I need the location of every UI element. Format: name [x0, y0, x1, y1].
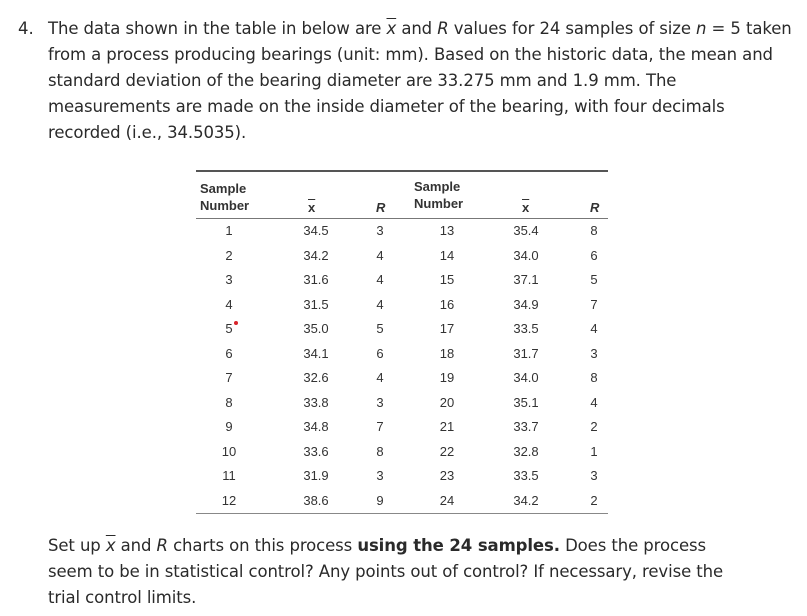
table-row — [196, 268, 608, 293]
xbar-cell: 31.7 — [513, 345, 539, 361]
table-row — [196, 366, 608, 391]
range-cell: 4 — [376, 370, 384, 385]
xbar-cell: 34.9 — [513, 296, 539, 312]
table-body — [196, 219, 608, 513]
xbar-cell: 33.8 — [303, 394, 329, 410]
data-table — [196, 170, 608, 514]
followup-line-2: seem to be in statistical control? Any points out of control? If necessary, revise the — [48, 562, 724, 581]
xbar-cell: 38.6 — [303, 492, 329, 508]
xbar-cell: 37.1 — [513, 272, 539, 287]
range-cell: 3 — [590, 345, 598, 361]
range-cell: 4 — [376, 272, 384, 287]
xbar-cell: 33.7 — [513, 419, 539, 434]
xbar-cell: 34.0 — [513, 370, 539, 385]
red-marker-dot — [234, 321, 238, 325]
sample-number-cell: 18 — [439, 345, 455, 361]
range-cell: 8 — [376, 443, 384, 459]
n-symbol: n — [696, 19, 707, 38]
range-cell: 5 — [376, 321, 384, 336]
table-row — [196, 415, 608, 440]
r-symbol: R — [437, 19, 449, 38]
header-xbar-1: $\overline{x}$ — [308, 200, 316, 215]
range-cell: 2 — [590, 419, 598, 434]
sample-number-cell: 13 — [439, 223, 455, 238]
xbar-symbol: $\overline{x}$ — [386, 19, 397, 38]
range-cell: 7 — [590, 296, 598, 312]
sample-number-cell: 22 — [439, 443, 455, 459]
xbar-cell: 31.9 — [303, 468, 329, 483]
table-header — [196, 172, 608, 218]
xbar-cell: 34.8 — [303, 419, 329, 434]
xbar-symbol: $\overline{x}$ — [105, 536, 116, 555]
xbar-cell: 33.5 — [513, 468, 539, 483]
sample-number-cell: 4 — [225, 296, 233, 312]
xbar-cell: 32.6 — [303, 370, 329, 385]
sample-number-cell: 7 — [225, 370, 233, 385]
table-row — [196, 342, 608, 367]
r-symbol: R — [156, 536, 168, 555]
range-cell: 4 — [376, 296, 384, 312]
header-r-2: R — [590, 200, 600, 215]
xbar-cell: 34.5 — [303, 223, 329, 238]
sample-number-cell: 11 — [222, 468, 236, 483]
table-row — [196, 244, 608, 269]
range-cell: 8 — [590, 370, 598, 385]
question-number: 4. — [18, 19, 34, 38]
table-row — [196, 464, 608, 489]
xbar-cell: 31.6 — [303, 272, 329, 287]
sample-number-cell: 17 — [439, 321, 455, 336]
table-bottom-rule — [196, 513, 608, 514]
sample-number-cell: 3 — [225, 272, 233, 287]
problem-statement — [48, 16, 793, 146]
range-cell: 6 — [590, 247, 598, 263]
range-cell: 1 — [590, 443, 598, 459]
sample-number-cell: 12 — [221, 492, 237, 508]
sample-number-cell: 10 — [221, 443, 237, 459]
xbar-cell: 35.1 — [513, 394, 539, 410]
range-cell: 4 — [590, 394, 598, 410]
table-row — [196, 317, 608, 342]
sample-number-cell: 20 — [439, 394, 455, 410]
table-row — [196, 489, 608, 514]
range-cell: 6 — [376, 345, 384, 361]
xbar-cell: 34.1 — [303, 345, 329, 361]
table-row — [196, 391, 608, 416]
sample-number-cell: 21 — [439, 419, 455, 434]
sample-number-cell: 1 — [225, 223, 233, 238]
sample-number-cell: 19 — [439, 370, 455, 385]
xbar-cell: 34.2 — [513, 492, 539, 508]
problem-line-1: The data shown in the table in below are $\overline{x}$ and R values for 24 samples of size n = 5 taken — [48, 19, 792, 38]
sample-number-cell: 6 — [225, 345, 233, 361]
sample-number-cell: 5 — [225, 321, 233, 336]
range-cell: 7 — [376, 419, 384, 434]
range-cell: 3 — [590, 468, 598, 483]
range-cell: 5 — [590, 272, 598, 287]
header-r-1: R — [376, 200, 386, 215]
xbar-cell: 35.0 — [303, 321, 329, 336]
header-xbar-2: $\overline{x}$ — [522, 200, 530, 215]
problem-line-5: recorded (i.e., 34.5035). — [48, 123, 247, 142]
sample-number-cell: 24 — [439, 492, 455, 508]
emphasis: using the 24 samples. — [357, 536, 560, 555]
header-sample-1: Sample Number — [200, 181, 250, 213]
sample-number-cell: 16 — [439, 296, 455, 312]
xbar-cell: 34.0 — [513, 247, 539, 263]
range-cell: 3 — [376, 394, 384, 410]
xbar-cell: 33.5 — [513, 321, 539, 336]
followup-question — [48, 533, 798, 611]
xbar-cell: 31.5 — [303, 296, 329, 312]
table-row — [196, 219, 608, 244]
xbar-cell: 34.2 — [303, 247, 329, 263]
sample-number-cell: 8 — [225, 394, 233, 410]
problem-line-3: standard deviation of the bearing diameter are 33.275 mm and 1.9 mm. The — [48, 71, 677, 90]
sample-number-cell: 2 — [225, 247, 233, 263]
problem-line-4: measurements are made on the inside diameter of the bearing, with four decimals — [48, 97, 725, 116]
header-sample-2: Sample Number — [414, 179, 464, 211]
followup-line-3: trial control limits. — [48, 588, 197, 607]
range-cell: 9 — [376, 492, 384, 508]
range-cell: 4 — [590, 321, 598, 336]
xbar-cell: 33.6 — [303, 443, 329, 459]
xbar-cell: 35.4 — [513, 223, 539, 238]
range-cell: 3 — [376, 468, 384, 483]
sample-number-cell: 14 — [439, 247, 455, 263]
sample-number-cell: 9 — [225, 419, 233, 434]
followup-line-1: Set up $\overline{x}$ and R charts on this process using the 24 samples. Does the process — [48, 536, 706, 555]
table-row — [196, 440, 608, 465]
range-cell: 2 — [590, 492, 598, 508]
sample-number-cell: 23 — [439, 468, 455, 483]
table-row — [196, 293, 608, 318]
range-cell: 3 — [376, 223, 384, 238]
range-cell: 4 — [376, 247, 384, 263]
xbar-cell: 32.8 — [513, 443, 539, 459]
sample-number-cell: 15 — [439, 272, 455, 287]
problem-line-2: from a process producing bearings (unit: mm). Based on the historic data, the mean and — [48, 45, 773, 64]
range-cell: 8 — [590, 223, 598, 238]
